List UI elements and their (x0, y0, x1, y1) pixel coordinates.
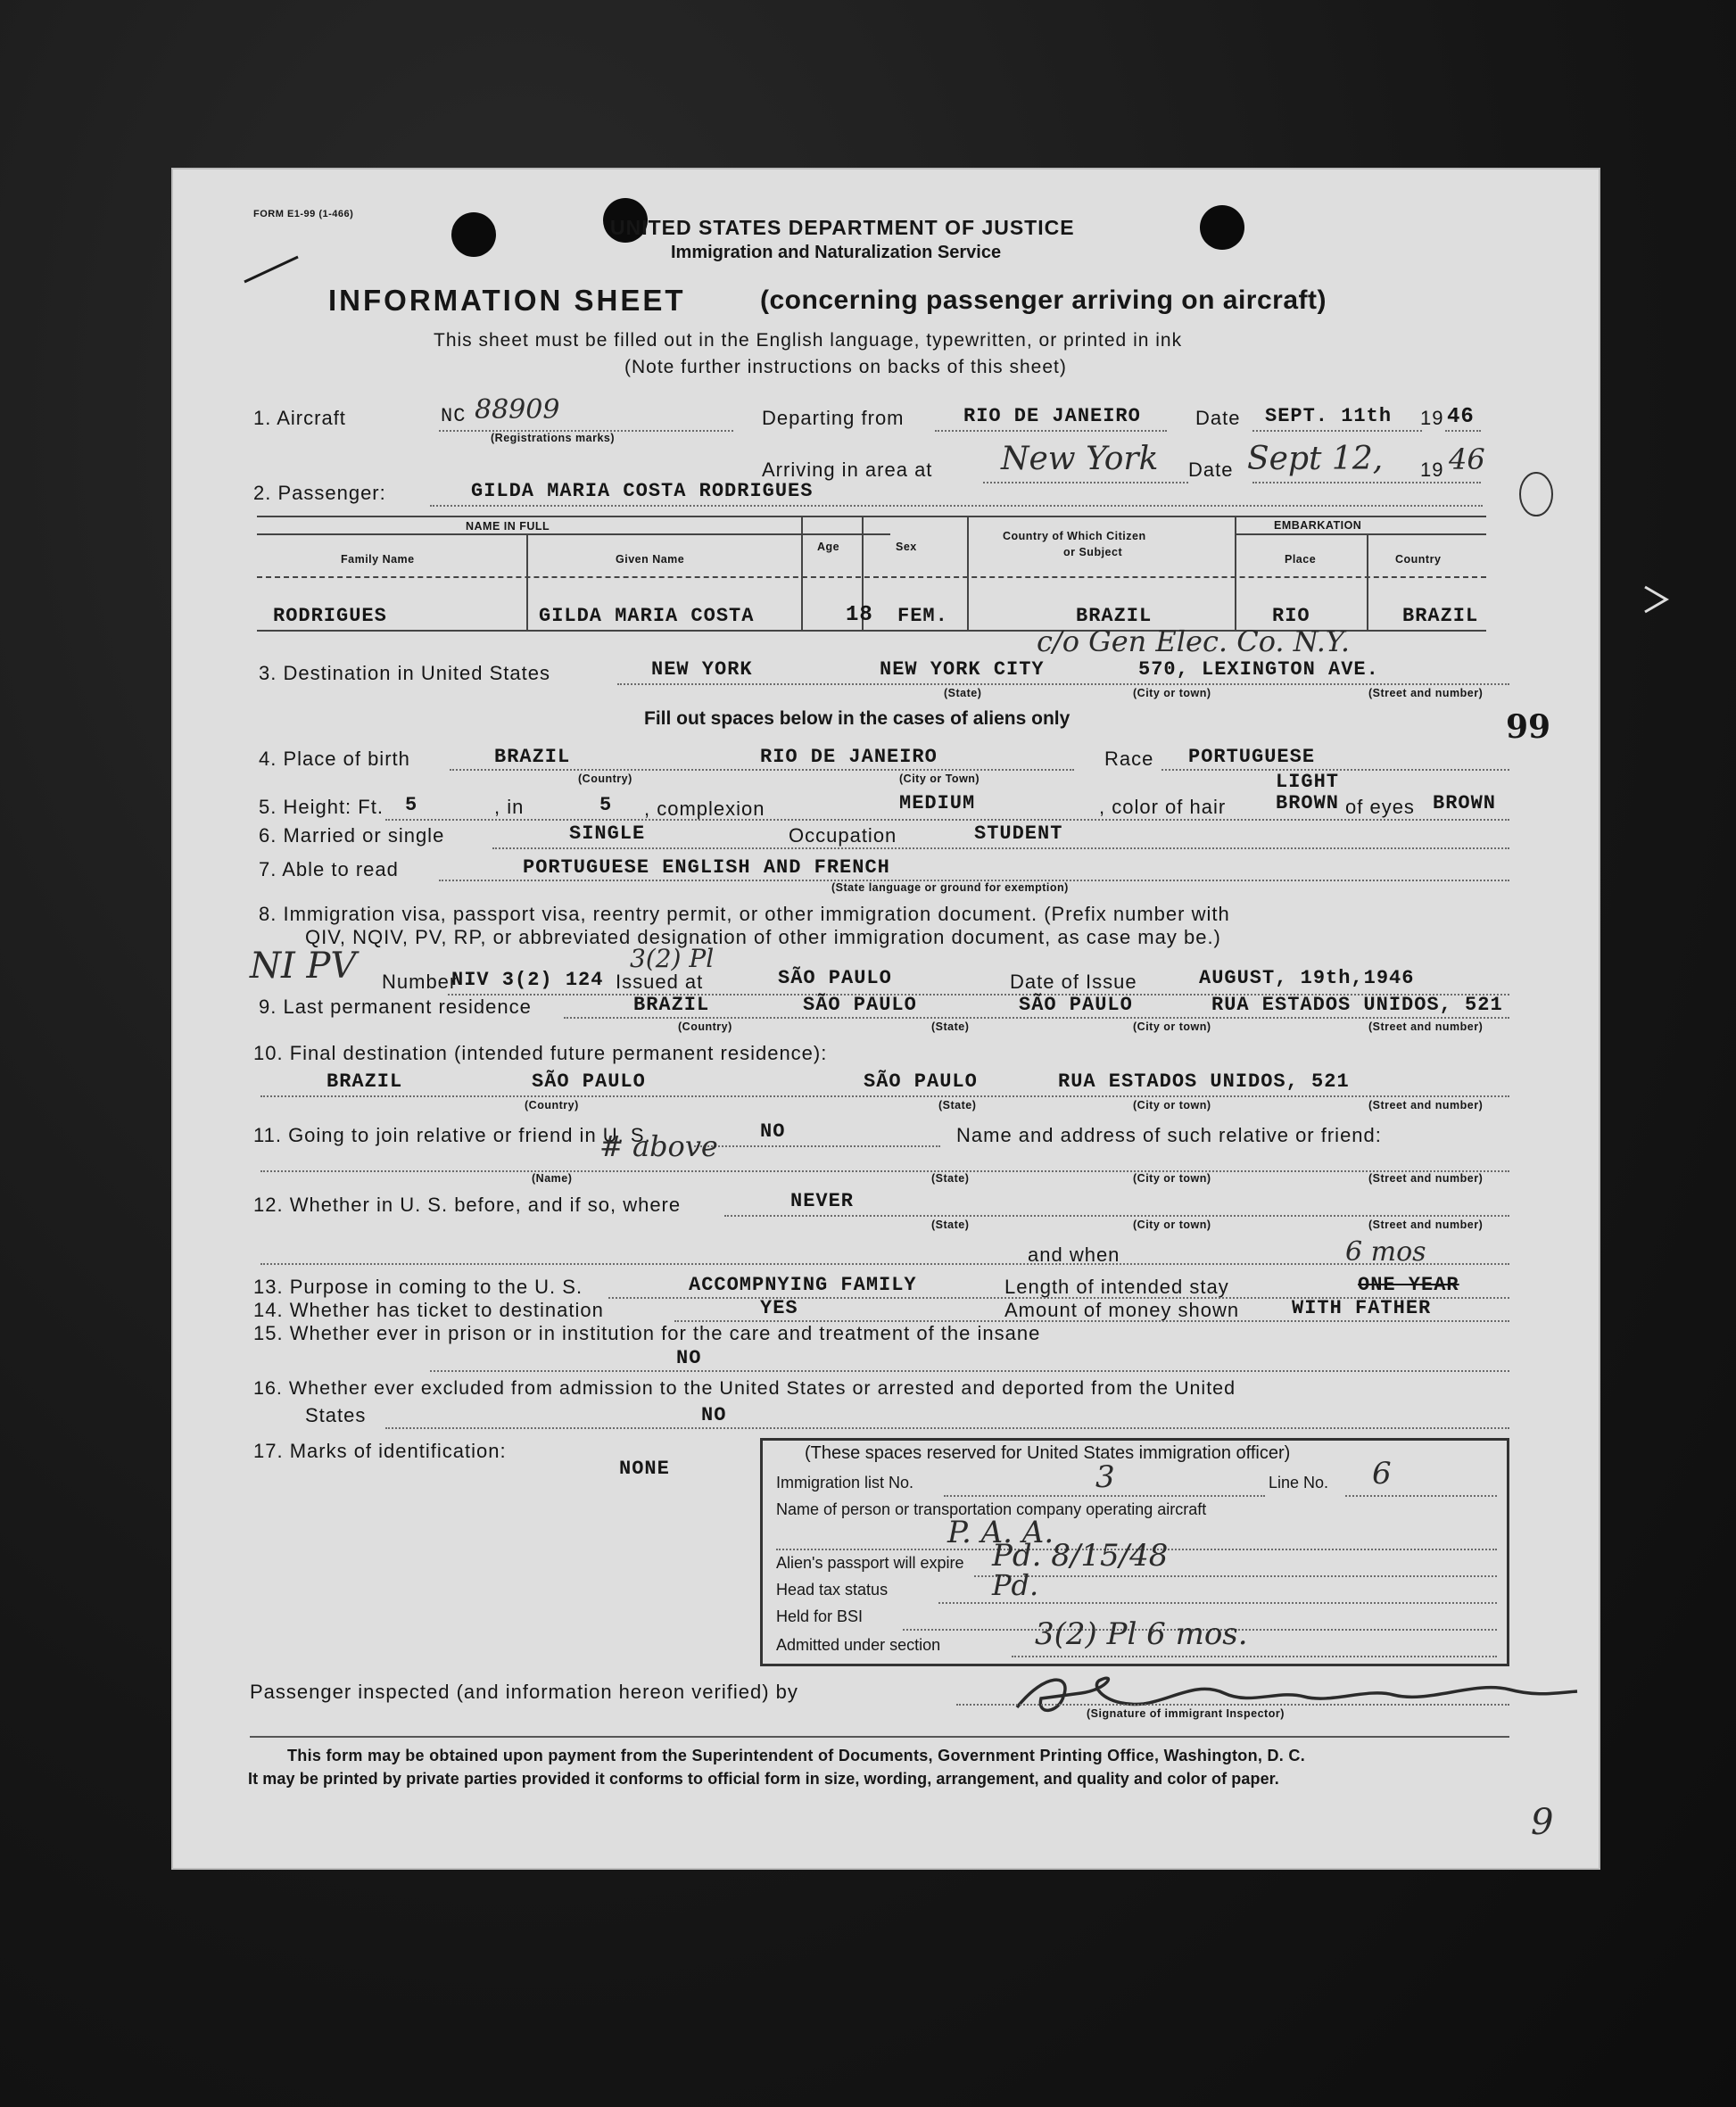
q1-year-arriving: 46 (1449, 442, 1485, 476)
table-embark-country-header: Country (1395, 553, 1442, 566)
q8-issued-at: SÃO PAULO (778, 967, 892, 989)
inspected-caption: (Signature of immigrant Inspector) (1087, 1707, 1285, 1720)
q11-label: 11. Going to join relative or friend in U. S. (253, 1124, 651, 1146)
q7-languages: PORTUGUESE ENGLISH AND FRENCH (523, 856, 890, 879)
q1-date-arriving: Sept 12, (1247, 441, 1384, 477)
q13-stay-hand: 6 mos (1345, 1236, 1426, 1268)
q3-label: 3. Destination in United States (259, 662, 550, 684)
q8-date-label: Date of Issue (1010, 971, 1137, 993)
q12-street-caption: (Street and number) (1368, 1219, 1484, 1231)
q4-race: PORTUGUESE (1188, 746, 1316, 768)
q13-stay-label: Length of intended stay (1004, 1276, 1229, 1298)
q12-label: 12. Whether in U. S. before, and if so, where (253, 1194, 682, 1216)
q6-label: 6. Married or single (259, 824, 445, 847)
q5-label: 5. Height: Ft. (259, 796, 384, 818)
q6-status: SINGLE (569, 822, 646, 845)
q9-city-caption: (City or town) (1133, 1020, 1211, 1033)
q9-state: SÃO PAULO (803, 994, 917, 1016)
q4-city: RIO DE JANEIRO (760, 746, 938, 768)
officer-box-heading: (These spaces reserved for United States immigration officer) (805, 1443, 1291, 1463)
q3-city: NEW YORK CITY (880, 658, 1045, 681)
officer-list-number: 3 (1095, 1459, 1115, 1495)
q13-label: 13. Purpose in coming to the U. S. (253, 1276, 583, 1298)
service-heading: Immigration and Naturalization Service (671, 243, 1002, 262)
information-sheet (171, 168, 1600, 1870)
q10-label: 10. Final destination (intended future permanent residence): (253, 1042, 828, 1064)
q1-registration-caption: (Registrations marks) (491, 432, 616, 444)
punch-hole-left (451, 212, 496, 257)
q9-street-caption: (Street and number) (1368, 1020, 1484, 1033)
table-sex-header: Sex (896, 541, 917, 553)
table-family-name: RODRIGUES (273, 605, 387, 627)
q11-state-caption: (State) (931, 1172, 970, 1185)
margin-mark: 9 (1531, 1802, 1554, 1843)
q11-street-caption: (Street and number) (1368, 1172, 1484, 1185)
q12-answer: NEVER (790, 1190, 855, 1212)
q6-occupation-label: Occupation (789, 824, 897, 847)
q14-ticket: YES (760, 1297, 798, 1319)
dept-heading: UNITED STATES DEPARTMENT OF JUSTICE (610, 216, 1075, 239)
q5-hair-label: , color of hair (1099, 796, 1227, 818)
q10-city: SÃO PAULO (864, 1070, 978, 1093)
q9-label: 9. Last permanent residence (259, 996, 532, 1018)
q17-label: 17. Marks of identification: (253, 1440, 507, 1462)
q9-city: SÃO PAULO (1019, 994, 1133, 1016)
table-given-name-header: Given Name (616, 553, 685, 566)
form-id: FORM E1-99 (1-466) (253, 209, 354, 219)
q11-answer: NO (760, 1120, 786, 1143)
punch-hole-right (1200, 205, 1244, 250)
q10-state-caption: (State) (938, 1099, 977, 1111)
q10-country-caption: (Country) (525, 1099, 579, 1111)
q2-label: 2. Passenger: (253, 482, 386, 504)
q4-city-caption: (City or Town) (899, 773, 980, 785)
q16-line1: 16. Whether ever excluded from admission to the United States or arrested and deported from the United (253, 1377, 1236, 1399)
q5-feet: 5 (405, 794, 418, 816)
q1-year-prefix-2: 19 (1420, 459, 1444, 481)
q1-prefix: NC (441, 405, 467, 427)
edge-tick-left (241, 252, 303, 287)
q1-departing-label: Departing from (762, 407, 905, 429)
q8-line2: QIV, NQIV, PV, RP, or abbreviated designation of other immigration document, as case may be.) (305, 926, 1221, 948)
q1-year-prefix: 19 (1420, 407, 1444, 429)
officer-bsi-label: Held for BSI (776, 1607, 864, 1625)
q1-date-departing: SEPT. 11th (1265, 405, 1393, 427)
inspected-label: Passenger inspected (and information hereon verified) by (250, 1681, 798, 1703)
q5-complexion-label: , complexion (644, 797, 765, 820)
officer-passport: Pd. 8/15/48 (992, 1538, 1169, 1574)
q3-street: 570, LEXINGTON AVE. (1138, 658, 1379, 681)
q8-line1: 8. Immigration visa, passport visa, reentry permit, or other immigration document. (Prefix number with (259, 903, 1230, 925)
officer-line-number: 6 (1372, 1456, 1392, 1491)
officer-line-label: Line No. (1269, 1474, 1329, 1491)
q3-care-of: c/o Gen Elec. Co. N.Y. (1037, 624, 1351, 658)
table-sex: FEM. (897, 605, 948, 627)
q1-date-label: Date (1195, 407, 1241, 429)
q16-line2: States (305, 1404, 367, 1426)
q8-issued-label: Issued at (616, 971, 704, 993)
officer-section: 3(2) Pl 6 mos. (1035, 1616, 1248, 1652)
q3-city-caption: (City or town) (1133, 687, 1211, 699)
q16-answer: NO (701, 1404, 727, 1426)
q7-caption: (State language or ground for exemption) (831, 881, 1069, 894)
q5-hair: BROWN (1276, 792, 1340, 814)
q7-label: 7. Able to read (259, 858, 399, 880)
officer-head-tax-label: Head tax status (776, 1581, 889, 1599)
q8-number-label: Number (382, 971, 458, 993)
q10-street: RUA ESTADOS UNIDOS, 521 (1058, 1070, 1350, 1093)
table-family-name-header: Family Name (341, 553, 415, 566)
q5-in-label: , in (494, 796, 525, 818)
q8-hand-section: 3(2) Pl (630, 944, 715, 973)
q14-label: 14. Whether has ticket to destination (253, 1299, 604, 1321)
q3-state: NEW YORK (651, 658, 753, 681)
circle-mark (1509, 467, 1563, 521)
table-country-header-2: or Subject (1063, 546, 1123, 558)
table-place-header: Place (1285, 553, 1317, 566)
q10-city-caption: (City or town) (1133, 1099, 1211, 1111)
q4-country: BRAZIL (494, 746, 571, 768)
q5-eyes: BROWN (1433, 792, 1497, 814)
q8-date-issue: AUGUST, 19th,1946 (1199, 967, 1415, 989)
q14-money-label: Amount of money shown (1004, 1299, 1240, 1321)
table-country-header-1: Country of Which Citizen (1003, 530, 1146, 542)
edge-chevron-right (1640, 582, 1675, 617)
table-embark-country: BRAZIL (1402, 605, 1479, 627)
q1-date-label-2: Date (1188, 459, 1234, 481)
table-given-name: GILDA MARIA COSTA (539, 605, 755, 627)
q13-purpose: ACCOMPNYING FAMILY (689, 1274, 917, 1296)
q1-arriving-label: Arriving in area at (762, 459, 933, 481)
q15-label: 15. Whether ever in prison or in institution for the care and treatment of the insane (253, 1322, 1041, 1344)
q4-race-label: Race (1104, 748, 1154, 770)
q9-country: BRAZIL (633, 994, 710, 1016)
table-place: RIO (1272, 605, 1310, 627)
q17-answer: NONE (619, 1458, 670, 1480)
q11-hand: # above (599, 1129, 718, 1163)
q8-number: NIV 3(2) 124 (451, 969, 604, 991)
q4-label: 4. Place of birth (259, 748, 410, 770)
instructions-2: (Note further instructions on backs of this sheet) (624, 357, 1067, 377)
q15-answer: NO (676, 1347, 702, 1369)
q6-occupation: STUDENT (974, 822, 1063, 845)
q9-state-caption: (State) (931, 1020, 970, 1033)
q8-hand-nipv: NI PV (250, 946, 357, 987)
q2-passenger: GILDA MARIA COSTA RODRIGUES (471, 480, 814, 502)
table-age-header: Age (817, 541, 840, 553)
aliens-note: Fill out spaces below in the cases of aliens only (644, 708, 1071, 729)
title-main: INFORMATION SHEET (328, 284, 686, 317)
officer-operator-label: Name of person or transportation company operating aircraft (776, 1500, 1207, 1518)
q14-money: WITH FATHER (1292, 1297, 1432, 1319)
q11-city-caption: (City or town) (1133, 1172, 1211, 1185)
q11-name-caption: (Name) (532, 1172, 573, 1185)
q13-stay: ONE YEAR (1358, 1274, 1459, 1296)
q12-city-caption: (City or town) (1133, 1219, 1211, 1231)
q12-and-when: and when (1028, 1244, 1120, 1266)
title-paren: (concerning passenger arriving on aircraft) (760, 285, 1327, 315)
footer-line-1: This form may be obtained upon payment from the Superintendent of Documents, Government Printing Office, Washington, D. C. (287, 1747, 1305, 1764)
q1-label: 1. Aircraft (253, 407, 346, 429)
q3-street-caption: (Street and number) (1368, 687, 1484, 699)
q10-street-caption: (Street and number) (1368, 1099, 1484, 1111)
q1-departing-value: RIO DE JANEIRO (963, 405, 1141, 427)
officer-list-label: Immigration list No. (776, 1474, 914, 1491)
officer-head-tax: Pd. (992, 1568, 1039, 1602)
q9-country-caption: (Country) (678, 1020, 732, 1033)
q10-state: SÃO PAULO (532, 1070, 646, 1093)
q3-state-caption: (State) (944, 687, 982, 699)
officer-section-label: Admitted under section (776, 1636, 941, 1654)
page-number: 99 (1506, 708, 1551, 746)
footer-line-2: It may be printed by private parties provided it conforms to official form in size, wording, arrangement, and quality and color of paper. (248, 1770, 1279, 1788)
table-embarkation-header: EMBARKATION (1274, 519, 1362, 532)
q12-state-caption: (State) (931, 1219, 970, 1231)
q1-registration: 88909 (475, 394, 560, 426)
officer-passport-label: Alien's passport will expire (776, 1554, 964, 1572)
table-citizen: BRAZIL (1076, 605, 1153, 627)
q5-hair-light: LIGHT (1276, 771, 1340, 793)
q5-inches: 5 (599, 794, 613, 816)
table-name-in-full: NAME IN FULL (466, 520, 550, 533)
q11-name-address-label: Name and address of such relative or friend: (956, 1124, 1382, 1146)
q10-country: BRAZIL (327, 1070, 403, 1093)
instructions-1: This sheet must be filled out in the English language, typewritten, or printed in ink (434, 330, 1183, 351)
q9-street: RUA ESTADOS UNIDOS, 521 (1211, 994, 1503, 1016)
q5-complexion: MEDIUM (899, 792, 976, 814)
q5-eyes-label: of eyes (1345, 796, 1415, 818)
table-age: 18 (846, 603, 873, 627)
q1-year-departing: 46 (1447, 405, 1475, 429)
q4-country-caption: (Country) (578, 773, 632, 785)
officer-operator: P. A. A. (947, 1515, 1054, 1550)
q1-arriving-value: New York (1001, 441, 1159, 477)
